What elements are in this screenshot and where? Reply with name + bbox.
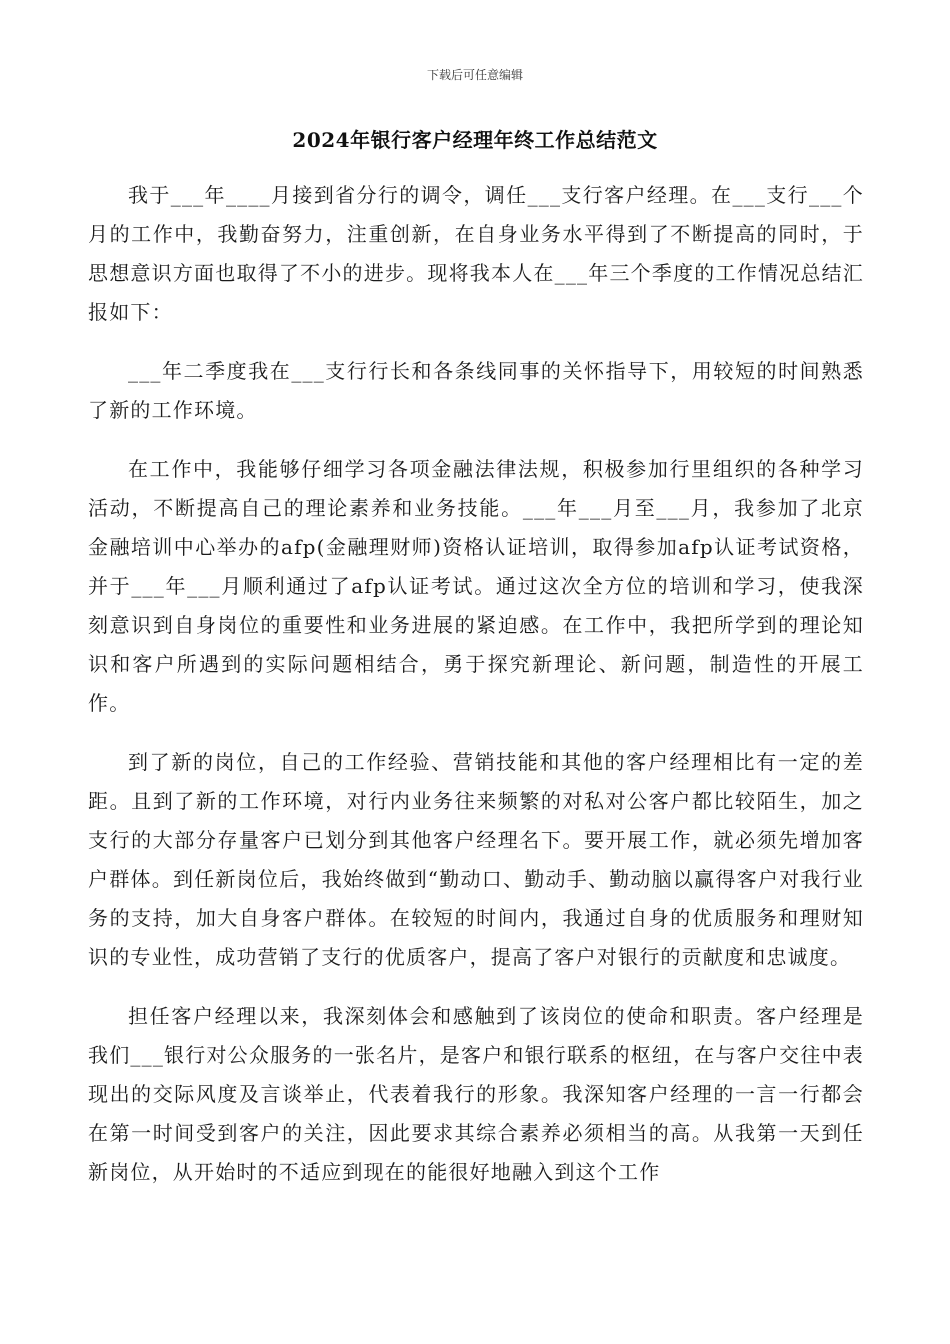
paragraph-learning: 在工作中，我能够仔细学习各项金融法律法规，积极参加行里组织的各种学习活动，不断提高自己的理论素养和业务技能。___年___月至___月，我参加了北京金融培训中心举办的afp(金融理财师)资格认证培训，取得参加afp认证考试资格，并于___年___月顺利通过了afp认证考试。通过这次全方位的培训和学习，使我深刻意识到自身岗位的重要性和业务进展的紧迫感。在工作中，我把所学到的理论知识和客户所遇到的实际问题相结合，勇于探究新理论、新问题，制造性的开展工作。	[88, 457, 864, 715]
paragraph-intro: 我于___年____月接到省分行的调令，调任___支行客户经理。在___支行___个月的工作中，我勤奋努力，注重创新，在自身业务水平得到了不断提高的同时，于思想意识方面也取得了不小的进步。现将我本人在___年三个季度的工作情况总结汇报如下：	[88, 183, 864, 324]
page-header-note: 下载后可任意编辑	[426, 68, 523, 82]
paragraph-second-quarter: ___年二季度我在___支行行长和各条线同事的关怀指导下，用较短的时间熟悉了新的工作环境。	[88, 359, 864, 422]
document-body	[88, 176, 864, 1212]
paragraph-new-position: 到了新的岗位，自己的工作经验、营销技能和其他的客户经理相比有一定的差距。且到了新的工作环境，对行内业务往来频繁的对私对公客户都比较陌生，加之支行的大部分存量客户已划分到其他客户经理名下。要开展工作，就必须先增加客户群体。到任新岗位后，我始终做到“勤动口、勤动手、勤动脑以赢得客户对我行业务的支持，加大自身客户群体。在较短的时间内，我通过自身的优质服务和理财知识的专业性，成功营销了支行的优质客户，提高了客户对银行的贡献度和忠诚度。	[88, 750, 864, 969]
document-title: 2024年银行客户经理年终工作总结范文	[292, 128, 658, 152]
paragraph-responsibility: 担任客户经理以来，我深刻体会和感触到了该岗位的使命和职责。客户经理是我们___银行对公众服务的一张名片，是客户和银行联系的枢纽，在与客户交往中表现出的交际风度及言谈举止，代表着我行的形象。我深知客户经理的一言一行都会在第一时间受到客户的关注，因此要求其综合素养必须相当的高。从我第一天到任新岗位，从开始时的不适应到现在的能很好地融入到这个工作	[88, 1004, 864, 1184]
